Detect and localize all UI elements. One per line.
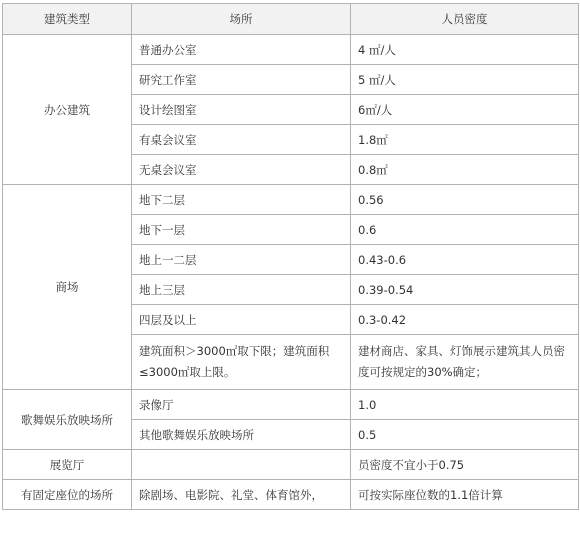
personnel-density-table (2, 3, 579, 510)
table-row (3, 390, 579, 420)
place-cell: 地上三层 (132, 275, 351, 305)
place-cell: 无桌会议室 (132, 155, 351, 185)
place-cell: 设计绘图室 (132, 95, 351, 125)
density-cell: 员密度不宜小于0.75 (351, 450, 579, 480)
density-cell: 4 ㎡/人 (351, 35, 579, 65)
place-cell: 录像厅 (132, 390, 351, 420)
density-cell: 5 ㎡/人 (351, 65, 579, 95)
category-office: 办公建筑 (3, 35, 132, 185)
table-row (3, 35, 579, 65)
density-cell: 0.5 (351, 420, 579, 450)
place-cell: 地下一层 (132, 215, 351, 245)
density-cell: 6㎡/人 (351, 95, 579, 125)
place-cell: 建筑面积＞3000㎡取下限；建筑面积≤3000㎡取上限。 (132, 335, 351, 390)
density-cell: 1.8㎡ (351, 125, 579, 155)
place-cell: 四层及以上 (132, 305, 351, 335)
place-cell: 其他歌舞娱乐放映场所 (132, 420, 351, 450)
category-fixed-seating: 有固定座位的场所 (3, 480, 132, 510)
table-row (3, 185, 579, 215)
density-cell: 1.0 (351, 390, 579, 420)
density-cell: 0.39-0.54 (351, 275, 579, 305)
place-cell: 地上一二层 (132, 245, 351, 275)
density-cell: 0.8㎡ (351, 155, 579, 185)
place-cell: 普通办公室 (132, 35, 351, 65)
place-cell: 有桌会议室 (132, 125, 351, 155)
header-place: 场所 (132, 4, 351, 35)
category-entertainment: 歌舞娱乐放映场所 (3, 390, 132, 450)
place-cell: 地下二层 (132, 185, 351, 215)
density-cell: 0.56 (351, 185, 579, 215)
place-cell (132, 450, 351, 480)
place-cell: 除剧场、电影院、礼堂、体育馆外， (132, 480, 351, 510)
table-header-row (3, 4, 579, 35)
density-cell: 0.6 (351, 215, 579, 245)
density-cell: 建材商店、家具、灯饰展示建筑其人员密度可按规定的30%确定； (351, 335, 579, 390)
header-building-type: 建筑类型 (3, 4, 132, 35)
category-exhibition-hall: 展览厅 (3, 450, 132, 480)
density-cell: 0.43-0.6 (351, 245, 579, 275)
density-cell: 0.3-0.42 (351, 305, 579, 335)
place-cell: 研究工作室 (132, 65, 351, 95)
density-cell: 可按实际座位数的1.1倍计算 (351, 480, 579, 510)
category-mall: 商场 (3, 185, 132, 390)
table-row (3, 480, 579, 510)
table-row (3, 450, 579, 480)
header-density: 人员密度 (351, 4, 579, 35)
